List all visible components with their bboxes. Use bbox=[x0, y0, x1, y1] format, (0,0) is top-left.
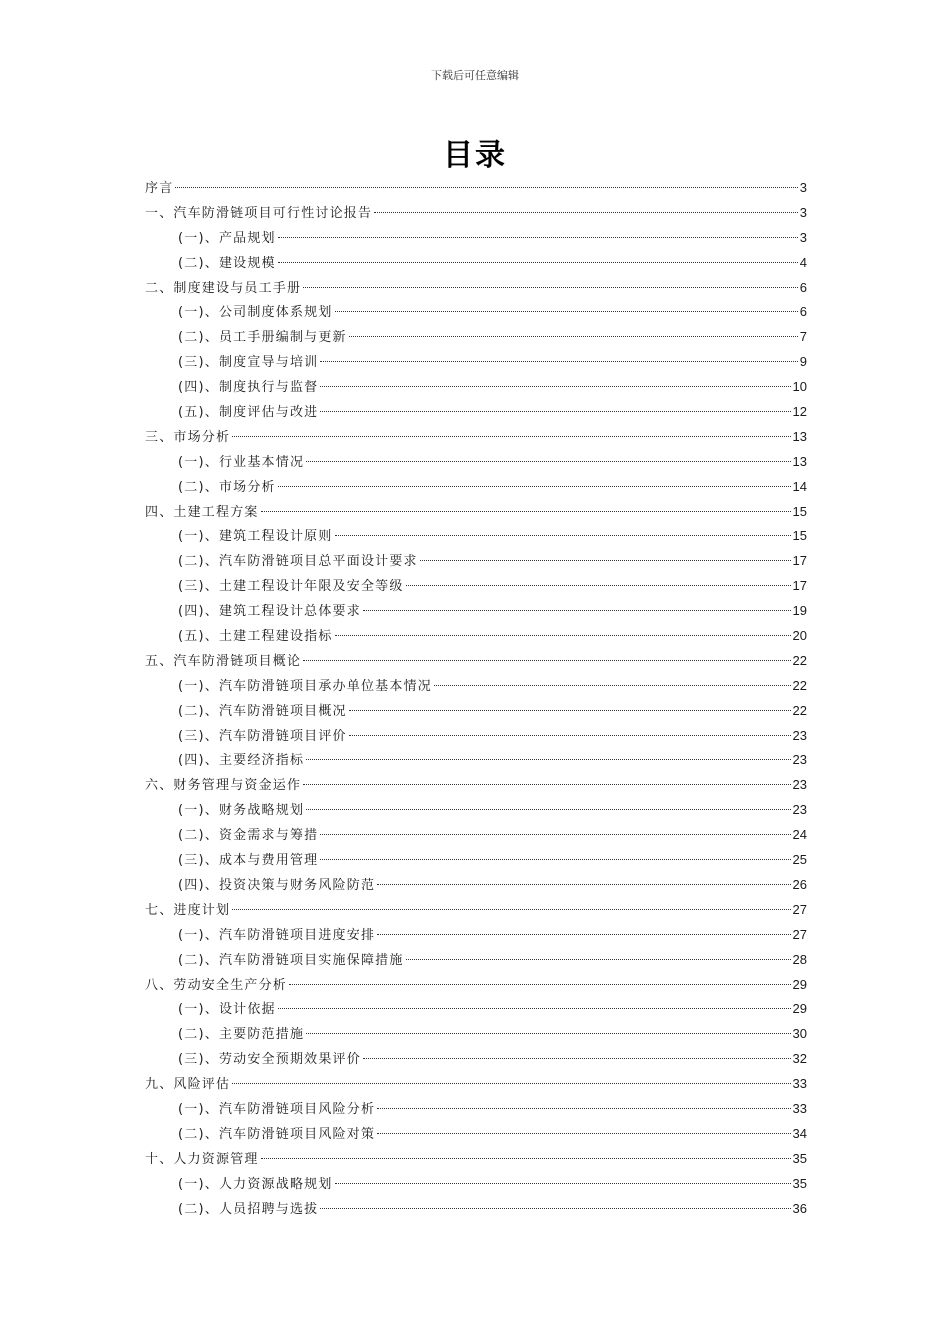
toc-entry-label: (三)、成本与费用管理 bbox=[178, 853, 319, 869]
toc-entry-label: 序言 bbox=[145, 181, 174, 196]
toc-entry-label: (三)、制度宣导与培训 bbox=[178, 355, 319, 371]
toc-dot-leader bbox=[320, 386, 790, 387]
toc-subsection-entry[interactable] bbox=[145, 823, 807, 848]
toc-subsection-entry[interactable] bbox=[145, 674, 807, 699]
toc-subsection-entry[interactable] bbox=[145, 375, 807, 400]
toc-dot-leader bbox=[261, 511, 791, 512]
toc-dot-leader bbox=[320, 1208, 790, 1209]
toc-subsection-entry[interactable] bbox=[145, 848, 807, 873]
toc-entry-page-number: 26 bbox=[792, 876, 807, 892]
toc-subsection-entry[interactable] bbox=[145, 1122, 807, 1147]
toc-subsection-entry[interactable] bbox=[145, 325, 807, 350]
toc-entry-label: (一)、汽车防滑链项目风险分析 bbox=[178, 1101, 376, 1117]
toc-entry-page-number: 30 bbox=[792, 1026, 807, 1042]
toc-entry-label: (一)、行业基本情况 bbox=[178, 454, 305, 470]
toc-entry-page-number: 29 bbox=[792, 976, 807, 992]
toc-subsection-entry[interactable] bbox=[145, 1097, 807, 1122]
toc-entry-label: (二)、人员招聘与选拔 bbox=[178, 1201, 319, 1217]
toc-section-entry[interactable] bbox=[145, 1147, 807, 1172]
toc-subsection-entry[interactable] bbox=[145, 549, 807, 574]
toc-entry-label: (五)、土建工程建设指标 bbox=[178, 629, 333, 645]
toc-entry-label: (二)、员工手册编制与更新 bbox=[178, 330, 347, 346]
toc-dot-leader bbox=[232, 909, 790, 910]
toc-entry-page-number: 33 bbox=[792, 1100, 807, 1116]
toc-entry-page-number: 3 bbox=[799, 204, 807, 220]
toc-entry-page-number: 24 bbox=[792, 827, 807, 843]
toc-dot-leader bbox=[349, 735, 791, 736]
toc-entry-label: (三)、劳动安全预期效果评价 bbox=[178, 1052, 361, 1068]
toc-entry-label: (一)、汽车防滑链项目进度安排 bbox=[178, 927, 376, 943]
toc-dot-leader bbox=[374, 212, 798, 213]
toc-entry-label: (一)、人力资源战略规划 bbox=[178, 1176, 333, 1192]
toc-entry-page-number: 23 bbox=[792, 727, 807, 743]
toc-subsection-entry[interactable] bbox=[145, 1047, 807, 1072]
toc-entry-page-number: 36 bbox=[792, 1200, 807, 1216]
toc-entry-label: 二、制度建设与员工手册 bbox=[145, 280, 302, 296]
toc-entry-page-number: 6 bbox=[799, 304, 807, 320]
toc-subsection-entry[interactable] bbox=[145, 300, 807, 325]
toc-subsection-entry[interactable] bbox=[145, 574, 807, 599]
toc-subsection-entry[interactable] bbox=[145, 524, 807, 549]
toc-entry-label: (一)、汽车防滑链项目承办单位基本情况 bbox=[178, 678, 432, 694]
toc-entry-page-number: 22 bbox=[792, 677, 807, 693]
toc-subsection-entry[interactable] bbox=[145, 599, 807, 624]
toc-entry-page-number: 23 bbox=[792, 777, 807, 793]
toc-subsection-entry[interactable] bbox=[145, 624, 807, 649]
toc-entry-label: (二)、主要防范措施 bbox=[178, 1027, 305, 1043]
toc-entry-page-number: 12 bbox=[792, 404, 807, 420]
toc-subsection-entry[interactable] bbox=[145, 350, 807, 375]
toc-dot-leader bbox=[377, 934, 790, 935]
toc-section-entry[interactable] bbox=[145, 500, 807, 525]
toc-entry-page-number: 33 bbox=[792, 1076, 807, 1092]
toc-entry-label: (三)、土建工程设计年限及安全等级 bbox=[178, 579, 404, 595]
toc-dot-leader bbox=[335, 535, 791, 536]
toc-dot-leader bbox=[306, 461, 790, 462]
toc-dot-leader bbox=[377, 1133, 790, 1134]
toc-subsection-entry[interactable] bbox=[145, 1172, 807, 1197]
toc-subsection-entry[interactable] bbox=[145, 450, 807, 475]
toc-entry-page-number: 13 bbox=[792, 453, 807, 469]
toc-dot-leader bbox=[320, 411, 790, 412]
toc-dot-leader bbox=[278, 1008, 791, 1009]
toc-dot-leader bbox=[303, 784, 790, 785]
toc-section-entry[interactable] bbox=[145, 1072, 807, 1097]
toc-section-entry[interactable] bbox=[145, 973, 807, 998]
toc-entry-label: 三、市场分析 bbox=[145, 429, 231, 445]
toc-subsection-entry[interactable] bbox=[145, 724, 807, 749]
toc-subsection-entry[interactable] bbox=[145, 251, 807, 276]
toc-entry-label: (四)、主要经济指标 bbox=[178, 753, 305, 769]
toc-section-entry[interactable] bbox=[145, 773, 807, 798]
toc-section-entry[interactable] bbox=[145, 176, 807, 201]
toc-entry-label: (二)、建设规模 bbox=[178, 255, 276, 271]
toc-entry-label: 十、人力资源管理 bbox=[145, 1151, 259, 1167]
toc-entry-label: 七、进度计划 bbox=[145, 902, 231, 918]
toc-entry-label: (一)、财务战略规划 bbox=[178, 803, 305, 819]
toc-entry-page-number: 13 bbox=[792, 428, 807, 444]
toc-entry-label: (二)、市场分析 bbox=[178, 479, 276, 495]
toc-subsection-entry[interactable] bbox=[145, 873, 807, 898]
toc-entry-label: (一)、设计依据 bbox=[178, 1002, 276, 1018]
toc-dot-leader bbox=[278, 237, 798, 238]
toc-dot-leader bbox=[420, 560, 791, 561]
toc-entry-page-number: 9 bbox=[799, 354, 807, 370]
toc-entry-label: 四、土建工程方案 bbox=[145, 504, 259, 520]
toc-entry-label: (五)、制度评估与改进 bbox=[178, 405, 319, 421]
toc-entry-page-number: 4 bbox=[799, 254, 807, 270]
toc-subsection-entry[interactable] bbox=[145, 798, 807, 823]
toc-entry-page-number: 34 bbox=[792, 1125, 807, 1141]
toc-entry-page-number: 27 bbox=[792, 901, 807, 917]
toc-entry-page-number: 17 bbox=[792, 553, 807, 569]
toc-entry-label: (二)、汽车防滑链项目概况 bbox=[178, 703, 347, 719]
toc-section-entry[interactable] bbox=[145, 276, 807, 301]
toc-entry-page-number: 19 bbox=[792, 603, 807, 619]
toc-subsection-entry[interactable] bbox=[145, 997, 807, 1022]
toc-entry-label: (一)、公司制度体系规划 bbox=[178, 305, 333, 321]
toc-section-entry[interactable] bbox=[145, 201, 807, 226]
toc-entry-page-number: 15 bbox=[792, 528, 807, 544]
toc-entry-label: (二)、汽车防滑链项目风险对策 bbox=[178, 1126, 376, 1142]
toc-dot-leader bbox=[306, 809, 790, 810]
toc-dot-leader bbox=[261, 1158, 791, 1159]
toc-dot-leader bbox=[232, 436, 790, 437]
toc-entry-page-number: 23 bbox=[792, 802, 807, 818]
toc-entry-page-number: 6 bbox=[799, 279, 807, 295]
toc-dot-leader bbox=[278, 486, 791, 487]
toc-entry-label: 九、风险评估 bbox=[145, 1077, 231, 1093]
toc-entry-page-number: 7 bbox=[799, 329, 807, 345]
toc-dot-leader bbox=[320, 859, 790, 860]
toc-entry-page-number: 28 bbox=[792, 951, 807, 967]
toc-dot-leader bbox=[377, 1108, 790, 1109]
toc-entry-page-number: 22 bbox=[792, 652, 807, 668]
toc-entry-page-number: 17 bbox=[792, 578, 807, 594]
toc-entry-label: (三)、汽车防滑链项目评价 bbox=[178, 728, 347, 744]
toc-entry-label: (四)、投资决策与财务风险防范 bbox=[178, 877, 376, 893]
toc-subsection-entry[interactable] bbox=[145, 1022, 807, 1047]
toc-entry-label: 五、汽车防滑链项目概论 bbox=[145, 653, 302, 669]
toc-entry-page-number: 35 bbox=[792, 1150, 807, 1166]
toc-dot-leader bbox=[349, 710, 791, 711]
toc-dot-leader bbox=[363, 610, 791, 611]
toc-dot-leader bbox=[232, 1083, 790, 1084]
table-of-contents bbox=[145, 176, 807, 1221]
toc-subsection-entry[interactable] bbox=[145, 475, 807, 500]
toc-entry-page-number: 29 bbox=[792, 1001, 807, 1017]
toc-entry-page-number: 22 bbox=[792, 702, 807, 718]
toc-subsection-entry[interactable] bbox=[145, 948, 807, 973]
toc-entry-label: 六、财务管理与资金运作 bbox=[145, 778, 302, 794]
toc-dot-leader bbox=[406, 959, 791, 960]
toc-dot-leader bbox=[363, 1058, 791, 1059]
toc-dot-leader bbox=[289, 984, 791, 985]
toc-section-entry[interactable] bbox=[145, 649, 807, 674]
toc-dot-leader bbox=[377, 884, 790, 885]
toc-entry-label: 一、汽车防滑链项目可行性讨论报告 bbox=[145, 205, 373, 221]
page-header-note: 下载后可任意编辑 bbox=[431, 69, 519, 82]
toc-entry-label: (四)、建筑工程设计总体要求 bbox=[178, 604, 361, 620]
toc-dot-leader bbox=[303, 287, 798, 288]
toc-dot-leader bbox=[406, 585, 791, 586]
toc-dot-leader bbox=[306, 1033, 790, 1034]
toc-subsection-entry[interactable] bbox=[145, 748, 807, 773]
toc-entry-page-number: 14 bbox=[792, 478, 807, 494]
toc-entry-page-number: 3 bbox=[799, 229, 807, 245]
toc-section-entry[interactable] bbox=[145, 425, 807, 450]
toc-entry-label: (二)、汽车防滑链项目实施保障措施 bbox=[178, 952, 404, 968]
toc-subsection-entry[interactable] bbox=[145, 699, 807, 724]
toc-entry-label: (四)、制度执行与监督 bbox=[178, 380, 319, 396]
toc-entry-label: (一)、产品规划 bbox=[178, 230, 276, 246]
toc-entry-page-number: 35 bbox=[792, 1175, 807, 1191]
toc-section-entry[interactable] bbox=[145, 898, 807, 923]
toc-entry-page-number: 20 bbox=[792, 628, 807, 644]
toc-dot-leader bbox=[335, 635, 791, 636]
toc-dot-leader bbox=[278, 262, 798, 263]
toc-entry-label: 八、劳动安全生产分析 bbox=[145, 977, 288, 993]
toc-entry-label: (二)、汽车防滑链项目总平面设计要求 bbox=[178, 554, 418, 570]
toc-subsection-entry[interactable] bbox=[145, 923, 807, 948]
toc-entry-page-number: 32 bbox=[792, 1051, 807, 1067]
toc-entry-label: (一)、建筑工程设计原则 bbox=[178, 529, 333, 545]
toc-subsection-entry[interactable] bbox=[145, 400, 807, 425]
page-title: 目录 bbox=[443, 138, 507, 173]
toc-entry-page-number: 10 bbox=[792, 379, 807, 395]
toc-dot-leader bbox=[320, 834, 790, 835]
toc-entry-label: (二)、资金需求与筹措 bbox=[178, 828, 319, 844]
toc-dot-leader bbox=[335, 1183, 791, 1184]
toc-dot-leader bbox=[303, 660, 790, 661]
toc-dot-leader bbox=[320, 361, 797, 362]
toc-entry-page-number: 23 bbox=[792, 752, 807, 768]
toc-dot-leader bbox=[306, 759, 790, 760]
toc-subsection-entry[interactable] bbox=[145, 1197, 807, 1222]
toc-dot-leader bbox=[434, 685, 791, 686]
toc-entry-page-number: 25 bbox=[792, 852, 807, 868]
toc-subsection-entry[interactable] bbox=[145, 226, 807, 251]
toc-dot-leader bbox=[335, 311, 798, 312]
toc-dot-leader bbox=[175, 187, 797, 188]
toc-entry-page-number: 27 bbox=[792, 926, 807, 942]
toc-dot-leader bbox=[349, 336, 798, 337]
toc-entry-page-number: 15 bbox=[792, 503, 807, 519]
toc-entry-page-number: 3 bbox=[799, 180, 807, 195]
